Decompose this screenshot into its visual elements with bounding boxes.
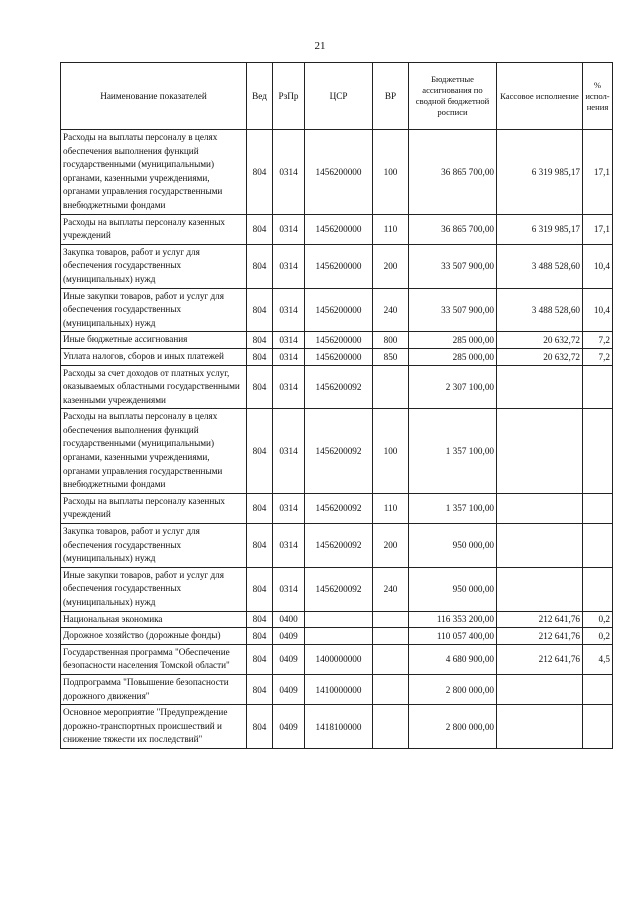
row-csr: 1456200000 bbox=[305, 288, 373, 332]
row-vr: 240 bbox=[373, 567, 409, 611]
row-csr: 1456200000 bbox=[305, 244, 373, 288]
row-csr: 1418100000 bbox=[305, 705, 373, 749]
row-name: Иные закупки товаров, работ и услуг для обеспечения государственных (муниципальных) нужд bbox=[61, 567, 247, 611]
header-name: Наименование показателей bbox=[61, 63, 247, 130]
row-percent: 7,2 bbox=[583, 348, 613, 365]
row-cash-execution bbox=[497, 365, 583, 409]
row-vr: 200 bbox=[373, 244, 409, 288]
row-rzpr: 0314 bbox=[273, 365, 305, 409]
row-name: Государственная программа "Обеспечение безопасности населения Томской области" bbox=[61, 644, 247, 674]
row-name: Основное мероприятие "Предупреждение дорожно-транспортных происшествий и снижение тяжести их последствий" bbox=[61, 705, 247, 749]
table-row bbox=[61, 288, 613, 332]
row-cash-execution bbox=[497, 705, 583, 749]
row-cash-execution: 212 641,76 bbox=[497, 628, 583, 645]
row-name: Расходы на выплаты персоналу казенных учреждений bbox=[61, 493, 247, 523]
table-row bbox=[61, 705, 613, 749]
row-cash-execution: 212 641,76 bbox=[497, 611, 583, 628]
header-ved: Вед bbox=[247, 63, 273, 130]
row-cash-execution bbox=[497, 524, 583, 568]
row-vr bbox=[373, 644, 409, 674]
row-csr: 1456200092 bbox=[305, 493, 373, 523]
row-vr: 240 bbox=[373, 288, 409, 332]
row-assignments: 950 000,00 bbox=[409, 524, 497, 568]
row-rzpr: 0314 bbox=[273, 348, 305, 365]
row-percent: 4,5 bbox=[583, 644, 613, 674]
row-percent bbox=[583, 365, 613, 409]
row-assignments: 285 000,00 bbox=[409, 348, 497, 365]
row-name: Подпрограмма "Повышение безопасности дорожного движения" bbox=[61, 674, 247, 704]
row-rzpr: 0314 bbox=[273, 244, 305, 288]
row-vr: 100 bbox=[373, 130, 409, 215]
table-row bbox=[61, 674, 613, 704]
row-rzpr: 0314 bbox=[273, 493, 305, 523]
row-rzpr: 0409 bbox=[273, 705, 305, 749]
row-assignments: 2 307 100,00 bbox=[409, 365, 497, 409]
row-ved: 804 bbox=[247, 214, 273, 244]
row-name: Закупка товаров, работ и услуг для обеспечения государственных (муниципальных) нужд bbox=[61, 524, 247, 568]
row-assignments: 33 507 900,00 bbox=[409, 244, 497, 288]
row-rzpr: 0314 bbox=[273, 524, 305, 568]
table-row bbox=[61, 409, 613, 494]
row-rzpr: 0409 bbox=[273, 674, 305, 704]
row-percent: 17,1 bbox=[583, 130, 613, 215]
header-csr: ЦСР bbox=[305, 63, 373, 130]
row-cash-execution: 20 632,72 bbox=[497, 348, 583, 365]
row-ved: 804 bbox=[247, 493, 273, 523]
row-rzpr: 0409 bbox=[273, 644, 305, 674]
row-csr: 1456200000 bbox=[305, 332, 373, 349]
table-row bbox=[61, 214, 613, 244]
row-percent: 17,1 bbox=[583, 214, 613, 244]
header-assignments: Бюджетные ассигнования по сводной бюджетной росписи bbox=[409, 63, 497, 130]
table-row bbox=[61, 130, 613, 215]
row-ved: 804 bbox=[247, 611, 273, 628]
row-ved: 804 bbox=[247, 644, 273, 674]
row-cash-execution: 20 632,72 bbox=[497, 332, 583, 349]
row-vr bbox=[373, 705, 409, 749]
row-csr: 1456200092 bbox=[305, 409, 373, 494]
row-name: Иные закупки товаров, работ и услуг для обеспечения государственных (муниципальных) нужд bbox=[61, 288, 247, 332]
row-csr: 1456200092 bbox=[305, 524, 373, 568]
row-name: Расходы за счет доходов от платных услуг, оказываемых областными государственными казенными учреждениями bbox=[61, 365, 247, 409]
row-csr: 1456200000 bbox=[305, 348, 373, 365]
table-header-row bbox=[61, 63, 613, 130]
row-percent bbox=[583, 567, 613, 611]
row-rzpr: 0314 bbox=[273, 130, 305, 215]
row-vr: 200 bbox=[373, 524, 409, 568]
row-vr: 110 bbox=[373, 493, 409, 523]
row-csr: 1410000000 bbox=[305, 674, 373, 704]
row-ved: 804 bbox=[247, 365, 273, 409]
row-percent: 10,4 bbox=[583, 288, 613, 332]
row-ved: 804 bbox=[247, 348, 273, 365]
row-ved: 804 bbox=[247, 674, 273, 704]
table-row bbox=[61, 332, 613, 349]
row-name: Национальная экономика bbox=[61, 611, 247, 628]
row-vr bbox=[373, 628, 409, 645]
table-row bbox=[61, 365, 613, 409]
header-cash-execution: Кассовое исполнение bbox=[497, 63, 583, 130]
row-name: Расходы на выплаты персоналу в целях обеспечения выполнения функций государственными (муниципальными) органами, казенными учреждениями, органами управления государственными внебюджетными фондами bbox=[61, 409, 247, 494]
table-row bbox=[61, 611, 613, 628]
row-vr bbox=[373, 674, 409, 704]
row-rzpr: 0314 bbox=[273, 332, 305, 349]
row-ved: 804 bbox=[247, 567, 273, 611]
row-assignments: 285 000,00 bbox=[409, 332, 497, 349]
row-name: Закупка товаров, работ и услуг для обеспечения государственных (муниципальных) нужд bbox=[61, 244, 247, 288]
table-row bbox=[61, 524, 613, 568]
header-percent: % испол- нения bbox=[583, 63, 613, 130]
row-csr bbox=[305, 611, 373, 628]
row-cash-execution: 6 319 985,17 bbox=[497, 130, 583, 215]
row-assignments: 950 000,00 bbox=[409, 567, 497, 611]
row-vr: 100 bbox=[373, 409, 409, 494]
row-ved: 804 bbox=[247, 628, 273, 645]
row-cash-execution bbox=[497, 409, 583, 494]
row-rzpr: 0400 bbox=[273, 611, 305, 628]
row-rzpr: 0314 bbox=[273, 567, 305, 611]
table-row bbox=[61, 628, 613, 645]
header-vr: ВР bbox=[373, 63, 409, 130]
table-row bbox=[61, 244, 613, 288]
row-cash-execution: 3 488 528,60 bbox=[497, 288, 583, 332]
row-ved: 804 bbox=[247, 130, 273, 215]
row-rzpr: 0314 bbox=[273, 409, 305, 494]
row-ved: 804 bbox=[247, 332, 273, 349]
row-assignments: 4 680 900,00 bbox=[409, 644, 497, 674]
row-vr: 800 bbox=[373, 332, 409, 349]
row-name: Расходы на выплаты персоналу в целях обеспечения выполнения функций государственными (муниципальными) органами, казенными учреждениями, органами управления государственными внебюджетными фондами bbox=[61, 130, 247, 215]
row-percent: 0,2 bbox=[583, 628, 613, 645]
row-ved: 804 bbox=[247, 288, 273, 332]
row-name: Уплата налогов, сборов и иных платежей bbox=[61, 348, 247, 365]
row-csr: 1456200092 bbox=[305, 567, 373, 611]
row-csr: 1456200000 bbox=[305, 130, 373, 215]
row-percent bbox=[583, 705, 613, 749]
row-vr: 110 bbox=[373, 214, 409, 244]
row-rzpr: 0409 bbox=[273, 628, 305, 645]
header-rzpr: РзПр bbox=[273, 63, 305, 130]
row-percent: 7,2 bbox=[583, 332, 613, 349]
row-name: Дорожное хозяйство (дорожные фонды) bbox=[61, 628, 247, 645]
table-row bbox=[61, 567, 613, 611]
row-assignments: 36 865 700,00 bbox=[409, 130, 497, 215]
row-cash-execution: 6 319 985,17 bbox=[497, 214, 583, 244]
row-assignments: 2 800 000,00 bbox=[409, 674, 497, 704]
row-name: Иные бюджетные ассигнования bbox=[61, 332, 247, 349]
row-cash-execution: 212 641,76 bbox=[497, 644, 583, 674]
row-percent bbox=[583, 409, 613, 494]
page-number: 21 bbox=[314, 40, 326, 52]
row-assignments: 116 353 200,00 bbox=[409, 611, 497, 628]
row-percent bbox=[583, 493, 613, 523]
row-ved: 804 bbox=[247, 244, 273, 288]
row-ved: 804 bbox=[247, 524, 273, 568]
row-rzpr: 0314 bbox=[273, 214, 305, 244]
row-ved: 804 bbox=[247, 409, 273, 494]
row-assignments: 36 865 700,00 bbox=[409, 214, 497, 244]
row-vr bbox=[373, 611, 409, 628]
row-cash-execution bbox=[497, 493, 583, 523]
row-percent: 0,2 bbox=[583, 611, 613, 628]
row-percent bbox=[583, 524, 613, 568]
row-assignments: 110 057 400,00 bbox=[409, 628, 497, 645]
row-rzpr: 0314 bbox=[273, 288, 305, 332]
row-csr bbox=[305, 628, 373, 645]
row-vr: 850 bbox=[373, 348, 409, 365]
row-vr bbox=[373, 365, 409, 409]
table-row bbox=[61, 493, 613, 523]
budget-table bbox=[60, 62, 613, 749]
row-csr: 1400000000 bbox=[305, 644, 373, 674]
row-assignments: 1 357 100,00 bbox=[409, 409, 497, 494]
row-cash-execution bbox=[497, 567, 583, 611]
row-ved: 804 bbox=[247, 705, 273, 749]
row-assignments: 1 357 100,00 bbox=[409, 493, 497, 523]
row-percent: 10,4 bbox=[583, 244, 613, 288]
table-row bbox=[61, 644, 613, 674]
row-csr: 1456200000 bbox=[305, 214, 373, 244]
row-name: Расходы на выплаты персоналу казенных учреждений bbox=[61, 214, 247, 244]
row-percent bbox=[583, 674, 613, 704]
row-csr: 1456200092 bbox=[305, 365, 373, 409]
row-assignments: 33 507 900,00 bbox=[409, 288, 497, 332]
row-cash-execution bbox=[497, 674, 583, 704]
row-assignments: 2 800 000,00 bbox=[409, 705, 497, 749]
row-cash-execution: 3 488 528,60 bbox=[497, 244, 583, 288]
table-row bbox=[61, 348, 613, 365]
